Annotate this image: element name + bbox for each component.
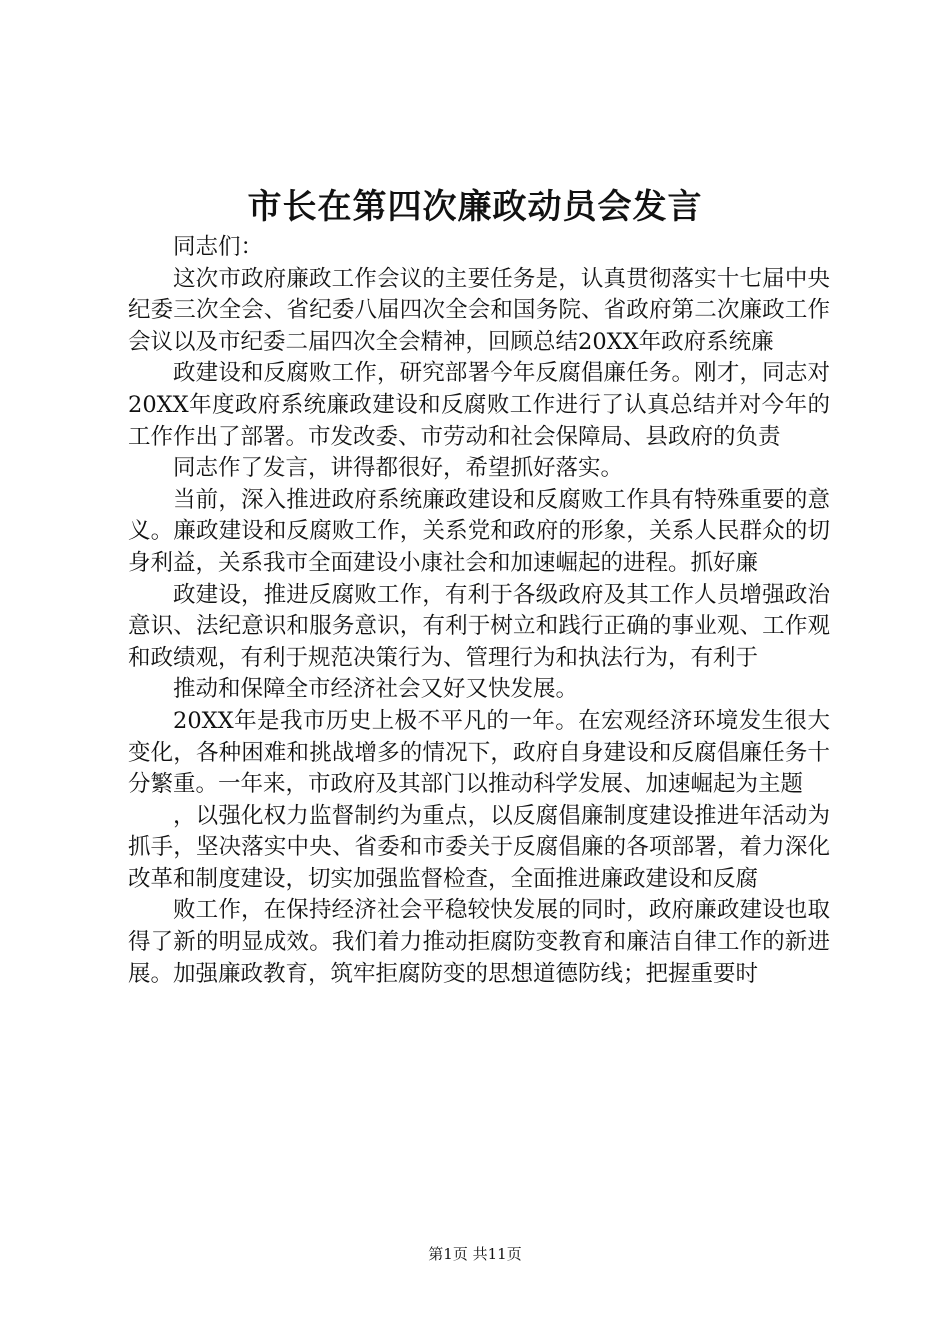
paragraph: 败工作，在保持经济社会平稳较快发展的同时，政府廉政建设也取得了新的明显成效。我们着力推动拒腐防变教育和廉洁自律工作的新进展。加强廉政教育，筑牢拒腐防变的思想道德防线；把握重要时 bbox=[128, 897, 830, 987]
document-title: 市长在第四次廉政动员会发言 bbox=[247, 187, 703, 227]
paragraph: 推动和保障全市经济社会又好又快发展。 bbox=[173, 676, 579, 703]
paragraph: 20XX年是我市历史上极不平凡的一年。在宏观经济环境发生很大变化，各种困难和挑战增多的情况下，政府自身建设和反腐倡廉任务十分繁重。一年来，市政府及其部门以推动科学发展、加速崛起为主题 bbox=[128, 707, 830, 798]
paragraph: ，以强化权力监督制约为重点，以反腐倡廉制度建设推进年活动为抓手，坚决落实中央、省委和市委关于反腐倡廉的各项部署，着力深化改革和制度建设，切实加强监督检查，全面推进廉政建设和反腐 bbox=[128, 802, 830, 892]
document-body bbox=[128, 232, 830, 990]
paragraph: 这次市政府廉政工作会议的主要任务是，认真贯彻落实十七届中央纪委三次全会、省纪委八届四次全会和国务院、省政府第二次廉政工作会议以及市纪委二届四次全会精神，回顾总结20XX年政府系统廉 bbox=[128, 265, 830, 355]
paragraph: 同志作了发言，讲得都很好，希望抓好落实。 bbox=[173, 455, 624, 482]
page-number-footer: 第1页 共11页 bbox=[428, 1245, 522, 1263]
paragraph: 政建设和反腐败工作，研究部署今年反腐倡廉任务。刚才，同志对20XX年度政府系统廉政建设和反腐败工作进行了认真总结并对今年的工作作出了部署。市发改委、市劳动和社会保障局、县政府的负责 bbox=[128, 360, 830, 450]
paragraph: 政建设，推进反腐败工作，有利于各级政府及其工作人员增强政治意识、法纪意识和服务意识，有利于树立和践行正确的事业观、工作观和政绩观，有利于规范决策行为、管理行为和执法行为，有利于 bbox=[128, 581, 830, 671]
paragraph-salutation: 同志们： bbox=[173, 234, 264, 260]
paragraph: 当前，深入推进政府系统廉政建设和反腐败工作具有特殊重要的意义。廉政建设和反腐败工作，关系党和政府的形象，关系人民群众的切身利益，关系我市全面建设小康社会和加速崛起的进程。抓好廉 bbox=[128, 486, 830, 576]
